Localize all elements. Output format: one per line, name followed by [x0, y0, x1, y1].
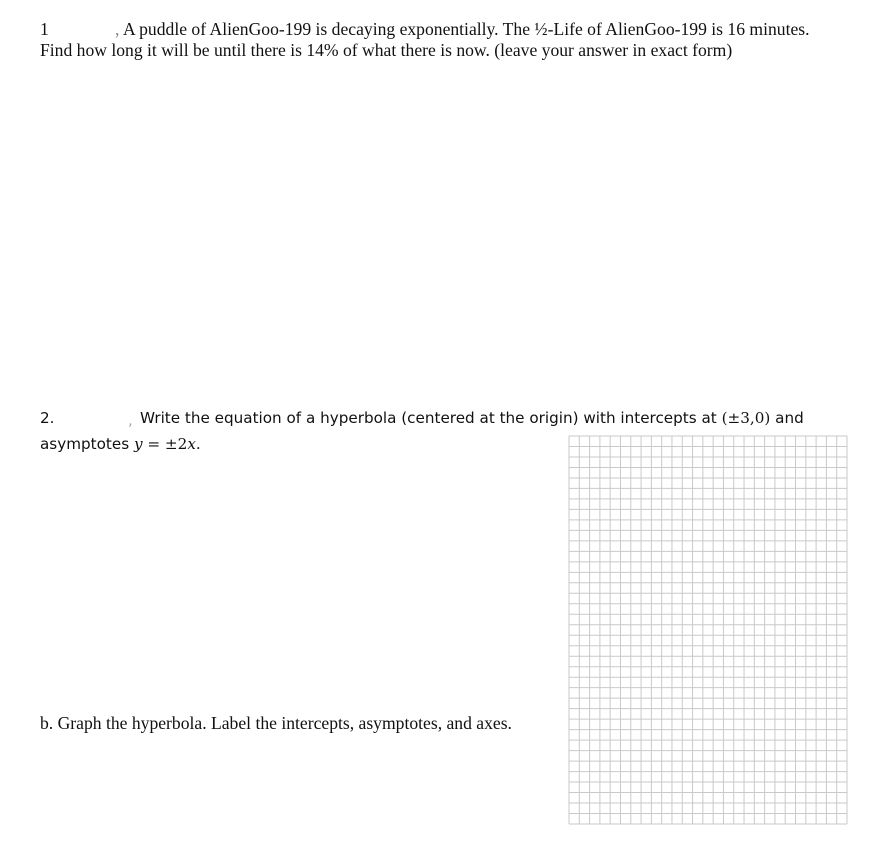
question-2-line-1-text: Write the equation of a hyperbola (centered at the origin) with intercepts at [140, 409, 717, 427]
question-2-number: 2. [40, 409, 55, 427]
graph-paper [568, 435, 848, 825]
question-1-line-2: Find how long it will be until there is 14% of what there is now. (leave your answer in exact form) [40, 40, 733, 60]
question-2-line-1-end: and [775, 409, 804, 427]
asymptote-coefficient: ±2 [164, 435, 188, 453]
question-2-line-1 [140, 408, 804, 428]
period: . [195, 435, 201, 453]
asymptote-var-y: y [133, 435, 143, 453]
question-1-number: 1 [40, 19, 49, 39]
asymptotes-word: asymptotes [40, 435, 130, 453]
asymptote-var-x: x [187, 435, 196, 453]
equals-sign: = [147, 435, 161, 453]
question-2b-text: b. Graph the hyperbola. Label the intercepts, asymptotes, and axes. [40, 713, 512, 733]
question-1-line-1: A puddle of AlienGoo-199 is decaying exponentially. The ½-Life of AlienGoo-199 is 16 minutes. [123, 19, 810, 39]
question-2-line-2 [40, 434, 201, 454]
tiny-mark: , [128, 411, 133, 429]
intercept-point: (±3,0) [721, 409, 771, 427]
tiny-mark: , [115, 19, 120, 39]
